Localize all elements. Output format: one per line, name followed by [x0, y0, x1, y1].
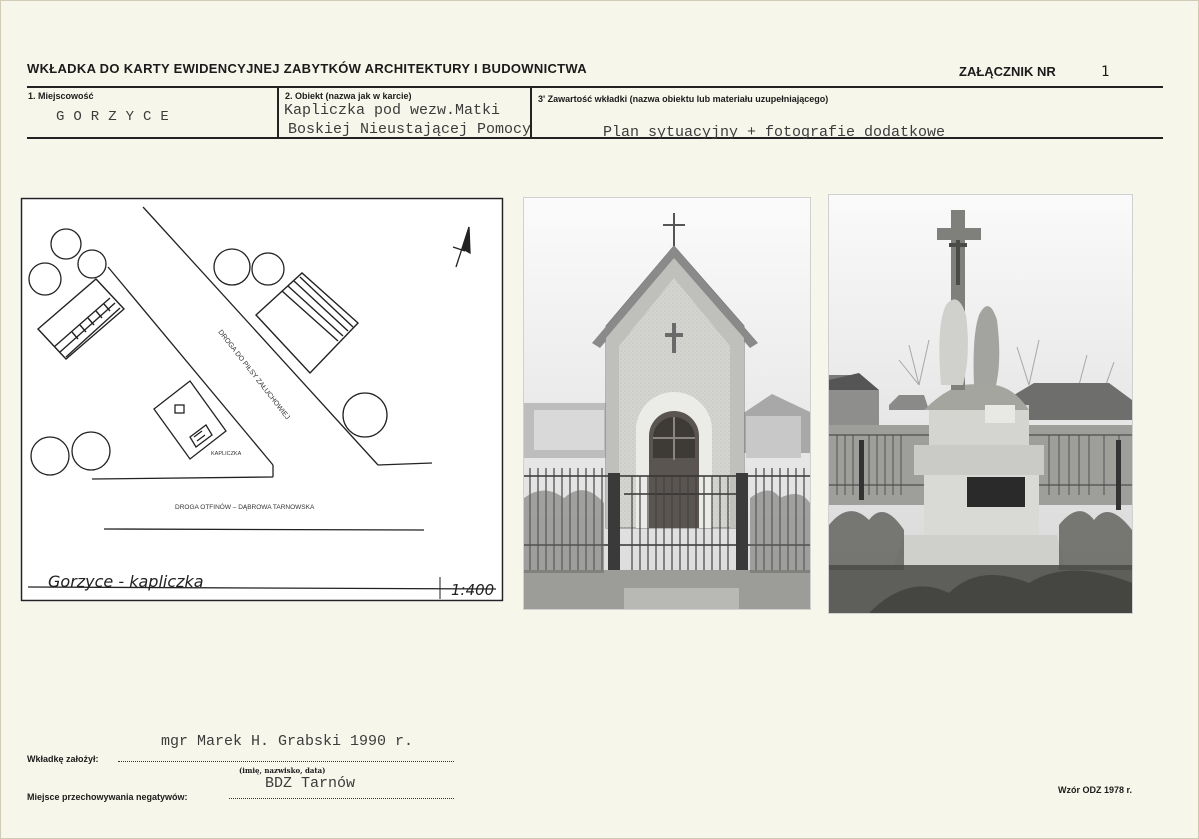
storage-dotted-line: [229, 798, 454, 799]
header-bottom-rule: [27, 137, 1163, 139]
storage-label: Miejsce przechowywania negatywów:: [27, 792, 188, 802]
object-line-2: Boskiej Nieustającej Pomocy: [288, 121, 532, 138]
object-line-1: Kapliczka pod wezw.Matki: [284, 102, 501, 119]
building-right: [256, 273, 358, 373]
founded-dotted-line: [118, 761, 454, 762]
form-model-note: Wzór ODZ 1978 r.: [1058, 785, 1133, 795]
chapel-plan-symbol: [154, 381, 226, 459]
crucifix-monument-photo: [828, 194, 1133, 614]
attachment-number: 1: [1101, 64, 1110, 80]
chapel-plan-label: KAPLICZKA: [211, 451, 242, 457]
north-arrow-icon: [453, 227, 470, 267]
site-plan: [20, 197, 504, 602]
locality-label: 1. Miejscowość: [28, 91, 94, 101]
locality-value: GORZYCE: [56, 109, 178, 125]
founded-label: Wkładkę założył:: [27, 754, 99, 764]
attachment-label: ZAŁĄCZNIK NR: [959, 64, 1056, 79]
road-outlines: [92, 207, 432, 530]
contents-value: Plan sytuacyjny + fotografie dodatkowe: [603, 124, 946, 141]
founded-value: mgr Marek H. Grabski 1990 r.: [161, 733, 414, 750]
name-date-note: (imię, nazwisko, data): [239, 766, 326, 775]
object-label: 2. Obiekt (nazwa jak w karcie): [285, 91, 412, 101]
site-plan-drawing: [20, 197, 504, 602]
road-bottom-label: DROGA OTFINÓW – DĄBROWA TARNOWSKA: [175, 504, 315, 511]
building-left: [38, 279, 124, 359]
column-divider-1: [277, 86, 279, 139]
chapel-photo: [523, 197, 811, 610]
contents-label: 3' Zawartość wkładki (nazwa obiektu lub materiału uzupełniającego): [538, 94, 829, 104]
plan-caption: Gorzyce - kapliczka: [48, 572, 204, 591]
road-right-label: DROGA DO PIŁSY ZAŁUCHOWIEJ: [216, 328, 291, 422]
plan-frame: [22, 199, 503, 601]
card-title: WKŁADKA DO KARTY EWIDENCYJNEJ ZABYTKÓW ARCHITEKTURY I BUDOWNICTWA: [27, 61, 587, 76]
storage-value: BDZ Tarnów: [265, 775, 356, 792]
plan-scale: 1:400: [451, 581, 495, 599]
header-top-rule: [27, 86, 1163, 88]
